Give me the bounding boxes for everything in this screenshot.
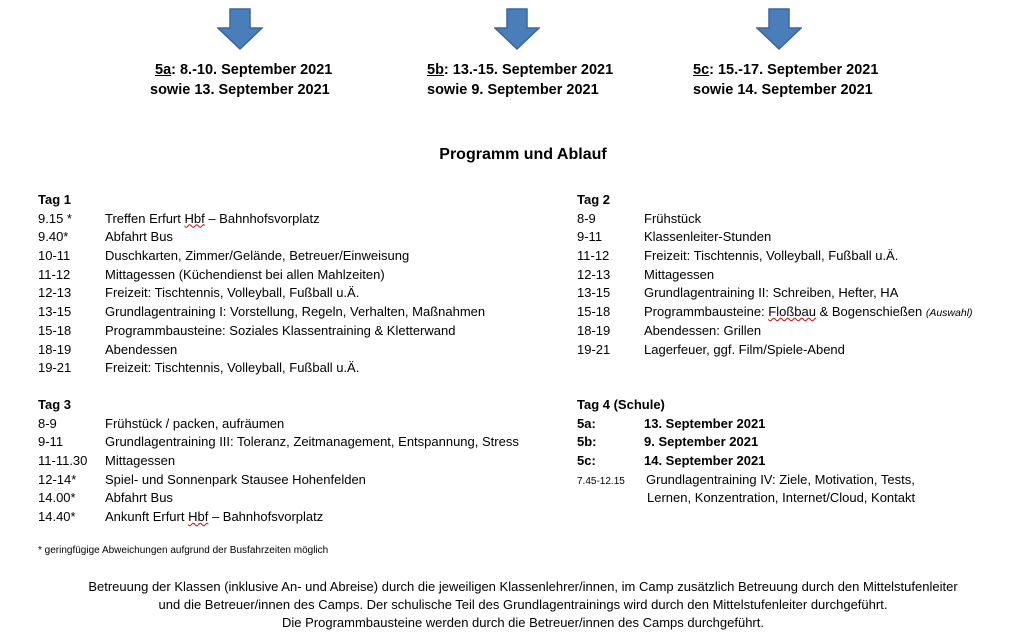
time: 7.45-12.15: [577, 475, 625, 487]
time: 9-11: [577, 229, 603, 245]
class-extra-date: sowie 9. September 2021: [427, 82, 599, 98]
activity: Freizeit: Tischtennis, Volleyball, Fußball u.Ä.: [644, 248, 899, 264]
time: 12-13: [38, 285, 72, 301]
time: 12-13: [577, 266, 611, 282]
day-title: Tag 2: [577, 192, 610, 207]
page-title: Programm und Ablauf: [439, 146, 607, 163]
class-dates: : 13.-15. September 2021: [443, 62, 614, 78]
time: 14.40*: [38, 509, 76, 525]
time: 18-19: [38, 341, 72, 357]
activity: Klassenleiter-Stunden: [644, 229, 772, 245]
class-code: 5c:: [577, 453, 596, 469]
footer-text: [0, 578, 1024, 632]
day-1-section: [38, 191, 568, 378]
time: 13-15: [577, 285, 611, 301]
day-title: Tag 3: [38, 397, 71, 412]
activity: Freizeit: Tischtennis, Volleyball, Fußball u.Ä.: [105, 285, 360, 301]
time: 13-15: [38, 304, 72, 320]
activity: Abendessen: Grillen: [644, 322, 762, 338]
activity: Grundlagentraining I: Vorstellung, Regeln, Verhalten, Maßnahmen: [105, 304, 486, 320]
footer-line: und die Betreuer/innen des Camps. Der schulische Teil des Grundlagentrainings wird durch den Mittelstufenleiter durchgeführt.: [158, 597, 888, 612]
day-3-section: [38, 396, 568, 527]
time: 11-11.30: [38, 453, 88, 469]
activity: Mittagessen: [644, 266, 715, 282]
time: 8-9: [38, 415, 57, 431]
class-code: 5a: [155, 62, 172, 78]
selection-note: (Auswahl): [925, 307, 973, 320]
arrow-down-icon: [217, 8, 263, 50]
activity: Grundlagentraining IV: Ziele, Motivation, Tests,: [646, 471, 915, 487]
arrow-down-icon: [756, 8, 802, 50]
class-5c-header: [693, 60, 878, 100]
activity: Treffen Erfurt Hbf – Bahnhofsvorplatz: [105, 210, 320, 226]
time: 18-19: [577, 322, 611, 338]
time: 9-11: [38, 434, 64, 450]
class-5b-header: [427, 60, 613, 100]
class-code: 5c: [693, 62, 710, 78]
activity: Grundlagentraining II: Schreiben, Hefter, HA: [644, 285, 899, 301]
activity: Freizeit: Tischtennis, Volleyball, Fußball u.Ä.: [105, 360, 360, 376]
time: 12-14*: [38, 471, 77, 487]
arrow-down-icon: [494, 8, 540, 50]
time: 11-12: [577, 248, 610, 264]
time: 14.00*: [38, 490, 76, 506]
day-4-section: [577, 396, 1017, 508]
class-code: 5b:: [577, 434, 597, 450]
day-title: Tag 4 (Schule): [577, 397, 665, 412]
time: 9.15 *: [38, 210, 72, 226]
activity: Mittagessen: [105, 453, 176, 469]
activity: Duschkarten, Zimmer/Gelände, Betreuer/Einweisung: [105, 248, 410, 264]
class-extra-date: sowie 13. September 2021: [150, 82, 330, 98]
activity: Frühstück: [644, 210, 702, 226]
activity: Programmbausteine: Soziales Klassentraining & Kletterwand: [105, 322, 456, 338]
time: 8-9: [577, 210, 596, 226]
activity-continued: Lernen, Konzentration, Internet/Cloud, Kontakt: [647, 490, 916, 506]
activity: Programmbausteine: Floßbau & Bogenschießen (Auswahl): [644, 304, 973, 320]
time: 9.40*: [38, 229, 69, 245]
time: 10-11: [38, 248, 71, 264]
activity: Frühstück / packen, aufräumen: [105, 415, 285, 431]
class-code: 5a:: [577, 415, 596, 431]
time: 15-18: [38, 322, 72, 338]
day-2-section: [577, 191, 1017, 359]
class-5a-header: [150, 60, 332, 100]
class-dates: : 8.-10. September 2021: [171, 62, 333, 78]
activity: Mittagessen (Küchendienst bei allen Mahlzeiten): [105, 266, 385, 282]
class-dates: : 15.-17. September 2021: [709, 62, 879, 78]
activity: Ankunft Erfurt Hbf – Bahnhofsvorplatz: [105, 509, 324, 525]
activity: Grundlagentraining III: Toleranz, Zeitmanagement, Entspannung, Stress: [105, 434, 519, 450]
time: 15-18: [577, 304, 611, 320]
school-date: 9. September 2021: [644, 434, 759, 450]
day-title: Tag 1: [38, 192, 71, 207]
activity: Spiel- und Sonnenpark Stausee Hohenfelden: [105, 471, 366, 487]
school-date: 14. September 2021: [644, 453, 766, 469]
time: 19-21: [38, 360, 72, 376]
activity: Abendessen: [105, 341, 178, 357]
time: 19-21: [577, 341, 611, 357]
footer-line: Die Programmbausteine werden durch die Betreuer/innen des Camps durchgeführt.: [282, 615, 764, 630]
activity: Abfahrt Bus: [105, 229, 173, 245]
class-code: 5b: [427, 62, 444, 78]
footnote: * geringfügige Abweichungen aufgrund der Busfahrzeiten möglich: [38, 545, 329, 556]
activity: Lagerfeuer, ggf. Film/Spiele-Abend: [644, 341, 845, 357]
school-date: 13. September 2021: [644, 415, 766, 431]
activity: Abfahrt Bus: [105, 490, 173, 506]
time: 11-12: [38, 266, 71, 282]
class-extra-date: sowie 14. September 2021: [693, 82, 873, 98]
footer-line: Betreuung der Klassen (inklusive An- und Abreise) durch die jeweiligen Klassenlehrer/innen, im Camp zusätzlich Betreuung durch den Mittelstufenleiter: [88, 579, 958, 594]
